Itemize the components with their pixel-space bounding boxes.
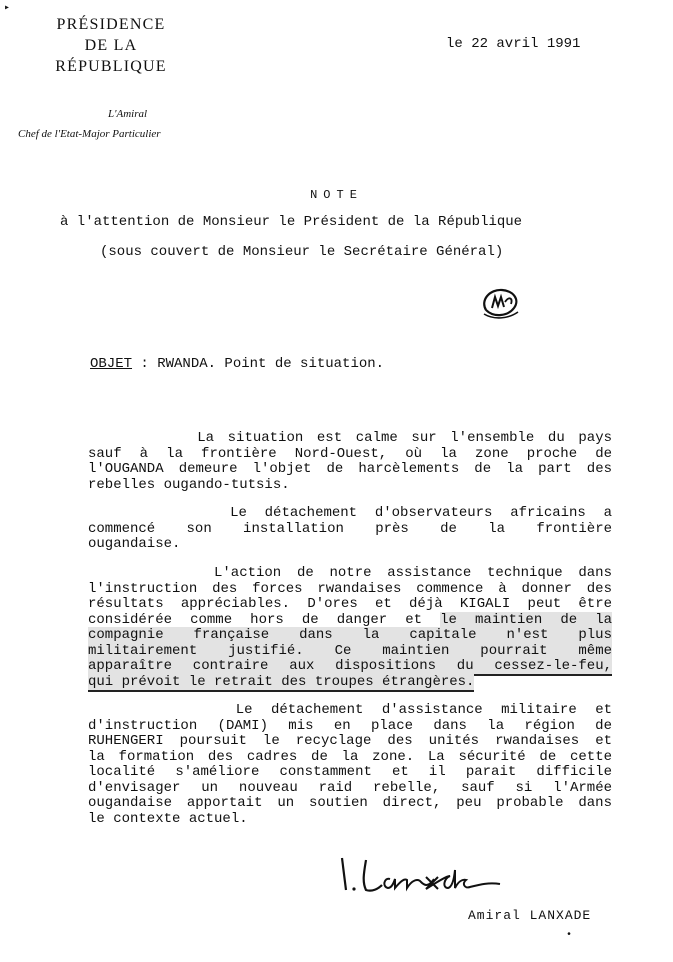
note-title: NOTE xyxy=(310,188,363,202)
paragraph-line: la formation des cadres de la zone. La sécurité de cette xyxy=(88,748,612,765)
highlighted-segment: qui prévoit le retrait des troupes étrangères. xyxy=(88,673,475,690)
text-segment: résultats appréciables. D'ores et déjà xyxy=(88,596,460,612)
paragraph-line: La situation est calme sur l'ensemble du pays xyxy=(88,430,612,446)
highlighted-segment: apparaître contraire aux dispositions du cessez-le-feu, xyxy=(88,658,612,674)
paragraph-line xyxy=(88,628,612,644)
corner-mark: ▸ xyxy=(4,3,11,14)
cover-line: (sous couvert de Monsieur le Secrétaire Général) xyxy=(100,244,504,260)
subject-text: : RWANDA. Point de situation. xyxy=(132,356,385,372)
underlined-segment: KIGALI peut être xyxy=(459,596,613,612)
paragraph-line: d'instruction (DAMI) mis en place dans la région de xyxy=(88,717,612,734)
paragraph-line: l'instruction des forces rwandaises commence à donner des xyxy=(88,580,612,597)
paragraph-2 xyxy=(88,506,612,553)
paragraph-line: sauf à la frontière Nord-Ouest, où la zone proche de xyxy=(88,445,612,462)
letterhead-line-3: RÉPUBLIQUE xyxy=(55,58,167,75)
paragraph-line xyxy=(88,675,612,691)
subject-line xyxy=(90,356,384,372)
letterhead-line-2: DE LA xyxy=(84,37,138,54)
paragraph-line xyxy=(88,659,612,675)
paragraph-1 xyxy=(88,431,612,493)
signature-name: Amiral LANXADE xyxy=(468,908,592,923)
addressee-line: à l'attention de Monsieur le Président de la République xyxy=(60,214,523,230)
subject-label: OBJET xyxy=(90,356,133,372)
paragraph-line: ougandaise apportait un soutien direct, peu probable dans xyxy=(88,795,612,811)
letterhead-line-1: PRÉSIDENCE xyxy=(56,16,166,33)
paragraph-line: ougandaise. xyxy=(88,536,181,552)
paragraph-line: Le détachement d'assistance militaire et xyxy=(88,702,612,718)
handwritten-initials-mark xyxy=(478,286,524,327)
dot-mark: • xyxy=(566,930,573,941)
sender-block xyxy=(18,104,218,144)
paragraph-line: l'OUGANDA demeure l'objet de harcèlements de la part des xyxy=(88,461,612,477)
paragraph-line: commencé son installation près de la frontière xyxy=(88,520,612,537)
highlighted-segment: militairement justifié. Ce maintien pourrait même xyxy=(88,642,612,659)
letter-date: le 22 avril 1991 xyxy=(446,36,581,52)
paragraph-line xyxy=(88,597,612,613)
paragraph-line: le contexte actuel. xyxy=(88,810,248,827)
paragraph-line: rebelles ougando-tutsis. xyxy=(88,476,290,493)
paragraph-3 xyxy=(88,566,612,690)
text-segment: et xyxy=(387,611,441,628)
paragraph-line: L'action de notre assistance technique dans xyxy=(88,565,612,581)
paragraph-line: localité s'améliore constamment et il parait difficile xyxy=(88,764,612,780)
paragraph-line xyxy=(88,644,612,660)
paragraph-line: RUHENGERI poursuit le recyclage des unités rwandaises et xyxy=(88,733,612,749)
letterhead xyxy=(44,14,178,77)
paragraph-4 xyxy=(88,703,612,827)
handwritten-signature xyxy=(338,852,508,901)
highlighted-segment: le maintien de la xyxy=(440,611,613,628)
sender-role: Chef de l'Etat-Major Particulier xyxy=(18,128,161,140)
sender-title: L'Amiral xyxy=(108,108,148,120)
paragraph-line: d'envisager un nouveau raid rebelle, sauf si l'Armée xyxy=(88,779,612,796)
paragraph-line xyxy=(88,613,612,629)
highlighted-segment: compagnie française dans la capitale n'est plus xyxy=(88,627,612,643)
underlined-segment: considérée comme hors de danger xyxy=(88,611,388,628)
paragraph-line: Le détachement d'observateurs africains a xyxy=(88,505,612,521)
